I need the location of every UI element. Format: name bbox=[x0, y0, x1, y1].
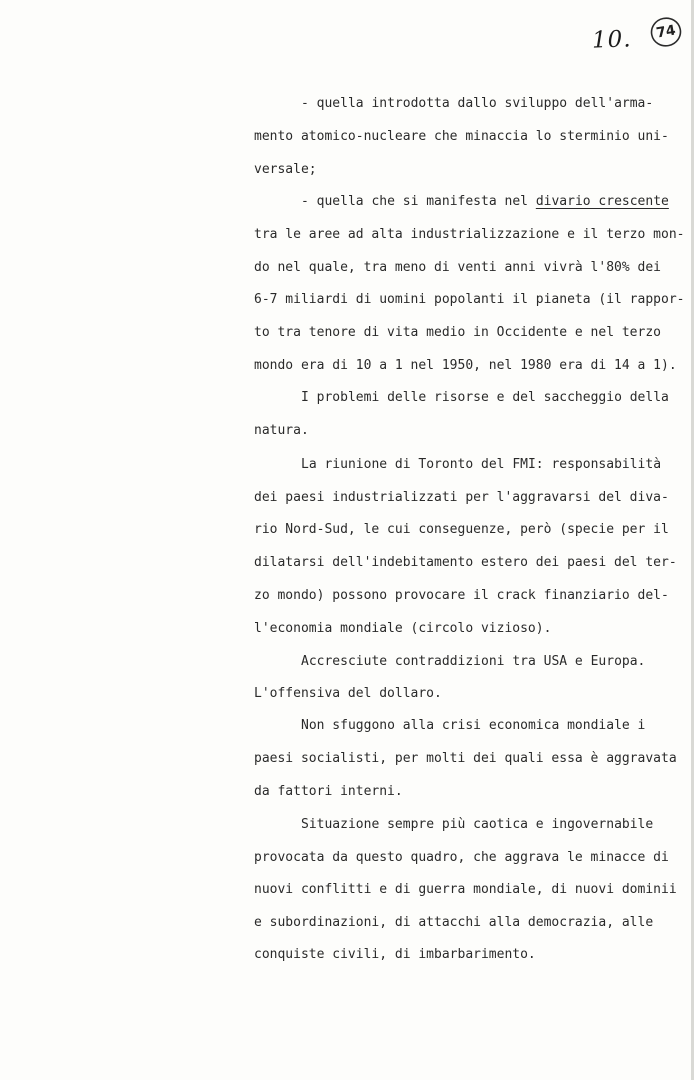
text-line: l'economia mondiale (circolo vizioso). bbox=[254, 621, 552, 636]
text-line: conquiste civili, di imbarbarimento. bbox=[254, 947, 536, 962]
text-line: nuovi conflitti e di guerra mondiale, di nuovi dominii bbox=[254, 882, 677, 897]
text-line: I problemi delle risorse e del saccheggio della bbox=[301, 390, 669, 405]
text-line: versale; bbox=[254, 162, 317, 177]
text-line: Accresciute contraddizioni tra USA e Europa. bbox=[301, 654, 646, 669]
text-line: L'offensiva del dollaro. bbox=[254, 686, 442, 701]
text-line: to tra tenore di vita medio in Occidente e nel terzo bbox=[254, 325, 661, 340]
text-line: dilatarsi dell'indebitamento estero dei paesi del ter- bbox=[254, 555, 677, 570]
text-line: natura. bbox=[254, 423, 309, 438]
text-line: dei paesi industrializzati per l'aggravarsi del diva- bbox=[254, 490, 669, 505]
text-line: zo mondo) possono provocare il crack finanziario del- bbox=[254, 588, 669, 603]
text-line: e subordinazioni, di attacchi alla democrazia, alle bbox=[254, 915, 654, 930]
stamp-number: 74 bbox=[655, 22, 677, 42]
text-line: La riunione di Toronto del FMI: responsabilità bbox=[301, 457, 662, 472]
text-line: rio Nord-Sud, le cui conseguenze, però (specie per il bbox=[254, 522, 669, 537]
text-line: Situazione sempre più caotica e ingovernabile bbox=[301, 817, 654, 832]
text-line: do nel quale, tra meno di venti anni vivrà l'80% dei bbox=[254, 260, 661, 275]
text-segment: - quella che si manifesta nel bbox=[301, 194, 536, 209]
text-line-with-emphasis bbox=[301, 194, 669, 210]
underlined-phrase: divario crescente bbox=[535, 194, 669, 209]
text-line: 6-7 miliardi di uomini popolanti il pianeta (il rappor- bbox=[254, 292, 685, 307]
text-line: tra le aree ad alta industrializzazione e il terzo mon- bbox=[254, 227, 685, 242]
text-line: - quella introdotta dallo sviluppo dell'arma- bbox=[301, 96, 654, 111]
text-line: Non sfuggono alla crisi economica mondiale i bbox=[301, 718, 646, 733]
text-line: da fattori interni. bbox=[254, 784, 403, 799]
text-line: mondo era di 10 a 1 nel 1950, nel 1980 era di 14 a 1). bbox=[254, 358, 677, 373]
page-number: 10. bbox=[591, 26, 633, 54]
text-line: mento atomico-nucleare che minaccia lo sterminio uni- bbox=[254, 129, 669, 144]
text-line: provocata da questo quadro, che aggrava le minacce di bbox=[254, 850, 669, 865]
text-line: paesi socialisti, per molti dei quali essa è aggravata bbox=[254, 751, 677, 766]
archive-stamp bbox=[650, 16, 682, 48]
